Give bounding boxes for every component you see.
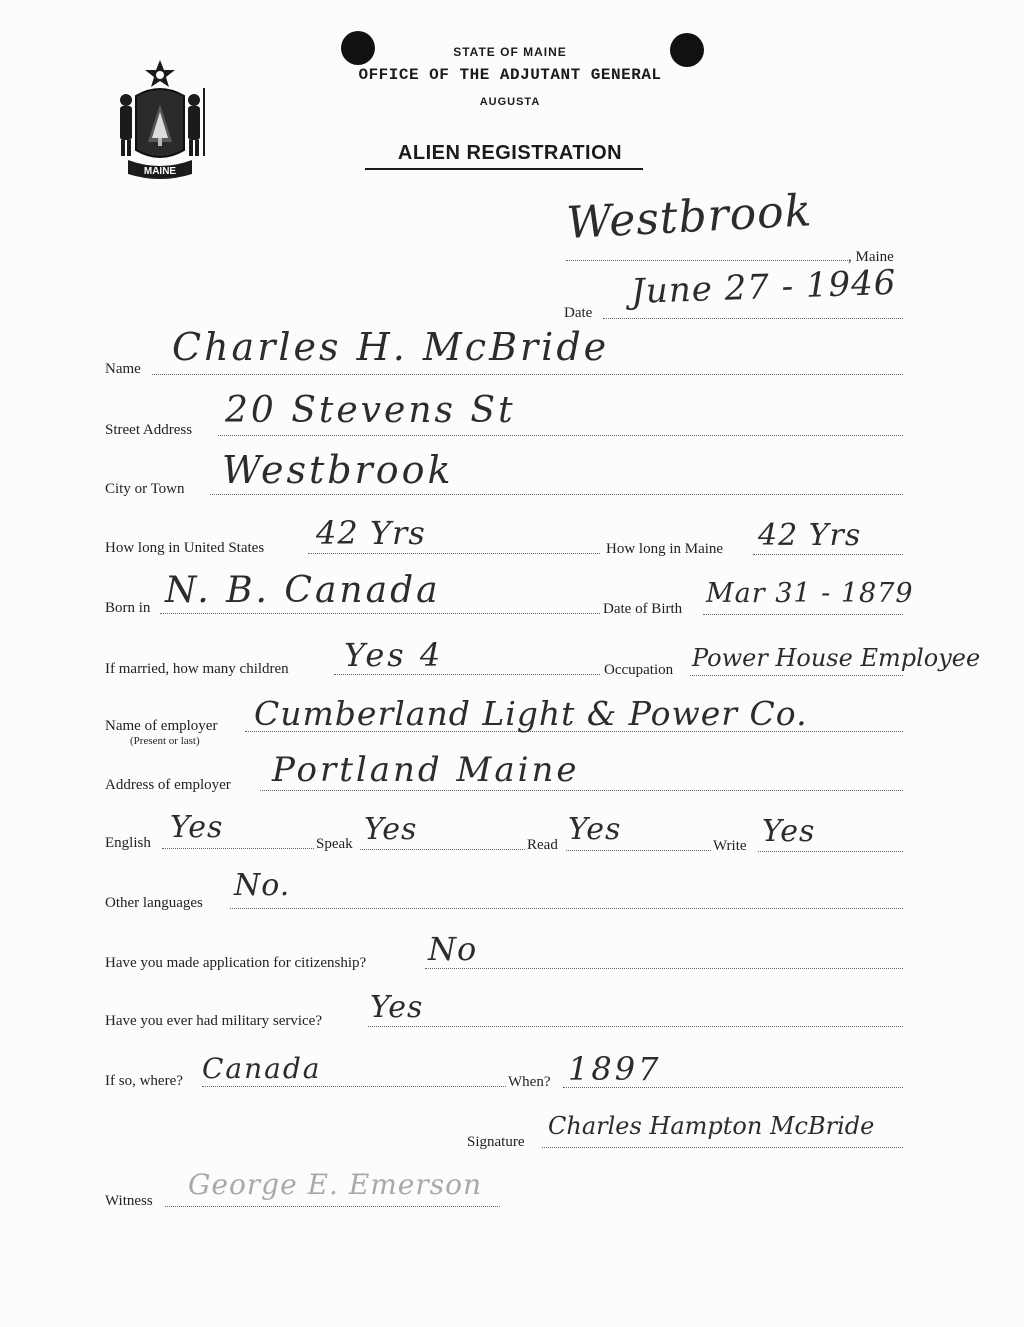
english-label: English <box>105 835 151 851</box>
signature-line <box>542 1147 903 1148</box>
speak-line <box>360 849 525 850</box>
occupation-value: Power House Employee <box>692 644 981 672</box>
other-languages-value: No. <box>234 868 291 903</box>
how-long-us-line <box>308 553 600 554</box>
read-value: Yes <box>568 812 622 847</box>
citizenship-label: Have you made application for citizenship? <box>105 955 367 971</box>
where-label: If so, where? <box>105 1073 183 1089</box>
employer-note: (Present or last) <box>130 735 200 747</box>
when-value: 1897 <box>568 1050 662 1088</box>
city-line <box>210 494 903 495</box>
form-title: ALIEN REGISTRATION <box>397 142 623 164</box>
maine-label: , Maine <box>848 249 894 265</box>
when-label: When? <box>508 1074 551 1090</box>
english-line <box>162 848 314 849</box>
date-of-birth-label: Date of Birth <box>603 601 683 617</box>
name-line <box>152 374 903 375</box>
signature-label: Signature <box>467 1134 525 1150</box>
where-value: Canada <box>202 1052 322 1085</box>
employer-address-line <box>260 790 903 791</box>
read-label: Read <box>527 837 558 853</box>
married-value: Yes 4 <box>344 636 444 674</box>
street-value: 20 Stevens St <box>225 390 516 431</box>
how-long-maine-line <box>753 554 903 555</box>
employer-label: Name of employer <box>105 718 218 734</box>
how-long-us-label: How long in United States <box>105 540 265 556</box>
date-of-birth-value: Mar 31 - 1879 <box>706 578 914 609</box>
name-label: Name <box>105 361 141 377</box>
how-long-maine-label: How long in Maine <box>606 541 724 557</box>
other-languages-label: Other languages <box>105 895 203 911</box>
read-line <box>566 850 711 851</box>
date-label: Date <box>564 305 593 321</box>
date-of-birth-line <box>703 614 903 615</box>
date-line <box>603 318 903 319</box>
witness-label: Witness <box>105 1193 153 1209</box>
occupation-label: Occupation <box>604 662 674 678</box>
military-line <box>368 1026 903 1027</box>
title-underline <box>365 168 643 170</box>
city-heading: AUGUSTA <box>479 96 541 108</box>
street-label: Street Address <box>105 422 193 438</box>
citizenship-line <box>425 968 903 969</box>
citizenship-value: No <box>428 930 478 968</box>
witness-value: George E. Emerson <box>188 1168 483 1201</box>
where-line <box>202 1086 506 1087</box>
date-value: June 27 - 1946 <box>630 262 898 312</box>
place-line <box>566 260 848 261</box>
signature-value: Charles Hampton McBride <box>548 1112 875 1140</box>
english-value: Yes <box>170 810 224 845</box>
occupation-line <box>690 675 903 676</box>
place-value: Westbrook <box>565 185 814 249</box>
married-line <box>334 674 600 675</box>
married-label: If married, how many children <box>105 661 289 677</box>
military-label: Have you ever had military service? <box>105 1013 322 1029</box>
state-heading: STATE OF MAINE <box>453 45 567 59</box>
office-heading: OFFICE OF THE ADJUTANT GENERAL <box>358 66 662 84</box>
svg-text:MAINE: MAINE <box>143 166 177 177</box>
born-in-line <box>160 613 600 614</box>
witness-line <box>165 1206 500 1207</box>
born-in-value: N. B. Canada <box>165 570 441 611</box>
employer-address-label: Address of employer <box>105 777 231 793</box>
write-label: Write <box>713 838 747 854</box>
speak-label: Speak <box>316 836 353 852</box>
how-long-maine-value: 42 Yrs <box>758 518 862 553</box>
born-in-label: Born in <box>105 600 151 616</box>
employer-address-value: Portland Maine <box>272 750 580 790</box>
how-long-us-value: 42 Yrs <box>316 514 426 552</box>
street-line <box>218 435 903 436</box>
write-value: Yes <box>762 814 816 849</box>
other-languages-line <box>230 908 903 909</box>
maine-seal-icon <box>106 58 214 182</box>
employer-value: Cumberland Light & Power Co. <box>254 694 808 733</box>
city-value: Westbrook <box>222 448 454 492</box>
write-line <box>758 851 903 852</box>
city-label: City or Town <box>105 481 185 497</box>
speak-value: Yes <box>364 812 418 847</box>
name-value: Charles H. McBride <box>172 325 610 369</box>
military-value: Yes <box>370 990 424 1025</box>
